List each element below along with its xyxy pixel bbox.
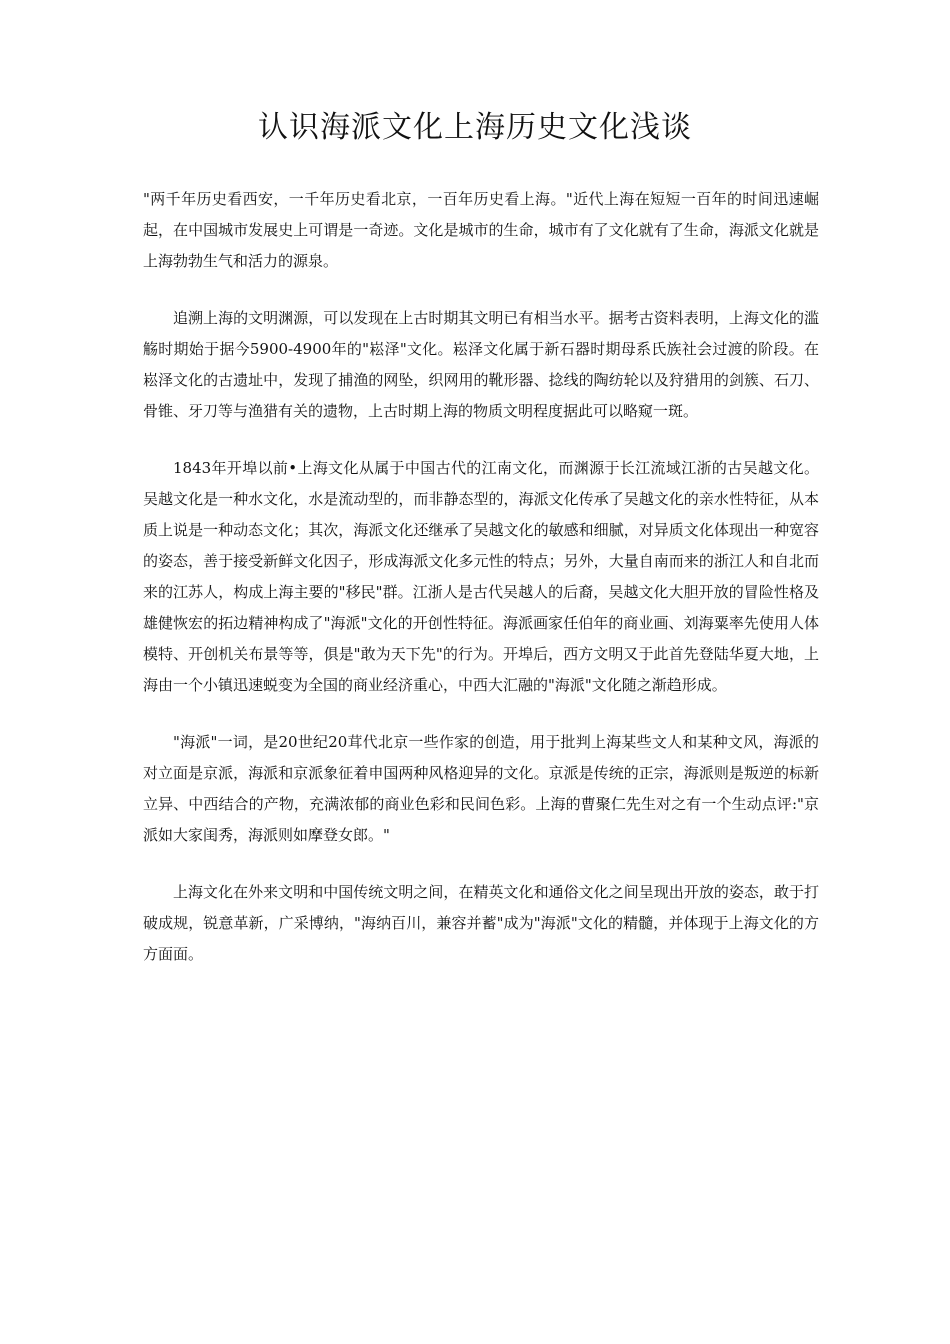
paragraph-origins: 追溯上海的文明渊源，可以发现在上古时期其文明已有相当水平。据考古资料表明，上海文化的滥觞时期始于据今5900-4900年的"崧泽"文化。崧泽文化属于新石器时期母系氏族社会过渡的阶段。在崧泽文化的古遗址中，发现了捕渔的网坠，织网用的靴形器、捻线的陶纺轮以及狩猎用的剑簇、石刀、骨锥、牙刀等与渔猎有关的遗物，上古时期上海的物质文明程度据此可以略窥一斑。 [143, 309, 819, 420]
document-title: 认识海派文化上海历史文化浅谈 [258, 110, 692, 145]
document-body [143, 184, 819, 996]
paragraph-wuyue-culture: 1843年开埠以前•上海文化从属于中国古代的江南文化，而渊源于长江流域江浙的古吴越文化。吴越文化是一种水文化，水是流动型的，而非静态型的，海派文化传承了吴越文化的亲水性特征，从本质上说是一种动态文化；其次，海派文化还继承了吴越文化的敏感和细腻，对异质文化体现出一种宽容的姿态，善于接受新鲜文化因子，形成海派文化多元性的特点；另外，大量自南而来的浙江人和自北而来的江苏人，构成上海主要的"移民"群。江浙人是古代吴越人的后裔，吴越文化大胆开放的冒险性格及雄健恢宏的拓边精神构成了"海派"文化的开创性特征。海派画家任伯年的商业画、刘海粟率先使用人体模特、开创机关布景等等，俱是"敢为天下先"的行为。开埠后，西方文明又于此首先登陆华夏大地，上海由一个小镇迅速蜕变为全国的商业经济重心，中西大汇融的"海派"文化随之渐趋形成。 [143, 459, 819, 694]
paragraph-intro: "两千年历史看西安，一千年历史看北京，一百年历史看上海。"近代上海在短短一百年的时间迅速崛起，在中国城市发展史上可谓是一奇迹。文化是城市的生命，城市有了文化就有了生命，海派文化就是上海勃勃生气和活力的源泉。 [143, 190, 819, 270]
paragraph-haipai-term: "海派"一词，是20世纪20茸代北京一些作家的创造，用于批判上海某些文人和某种文风，海派的对立面是京派，海派和京派象征着申国两种风格迎异的文化。京派是传统的正宗，海派则是叛逆的标新立异、中西结合的产物，充满浓郁的商业色彩和民间色彩。上海的曹聚仁先生对之有一个生动点评:"京派如大家闺秀，海派则如摩登女郎。" [143, 733, 819, 844]
paragraph-openness: 上海文化在外来文明和中国传统文明之间，在精英文化和通俗文化之间呈现出开放的姿态，敢于打破成规，锐意革新，广采博纳，"海纳百川，兼容并蓄"成为"海派"文化的精髓，并体现于上海文化的方方面面。 [143, 883, 819, 963]
